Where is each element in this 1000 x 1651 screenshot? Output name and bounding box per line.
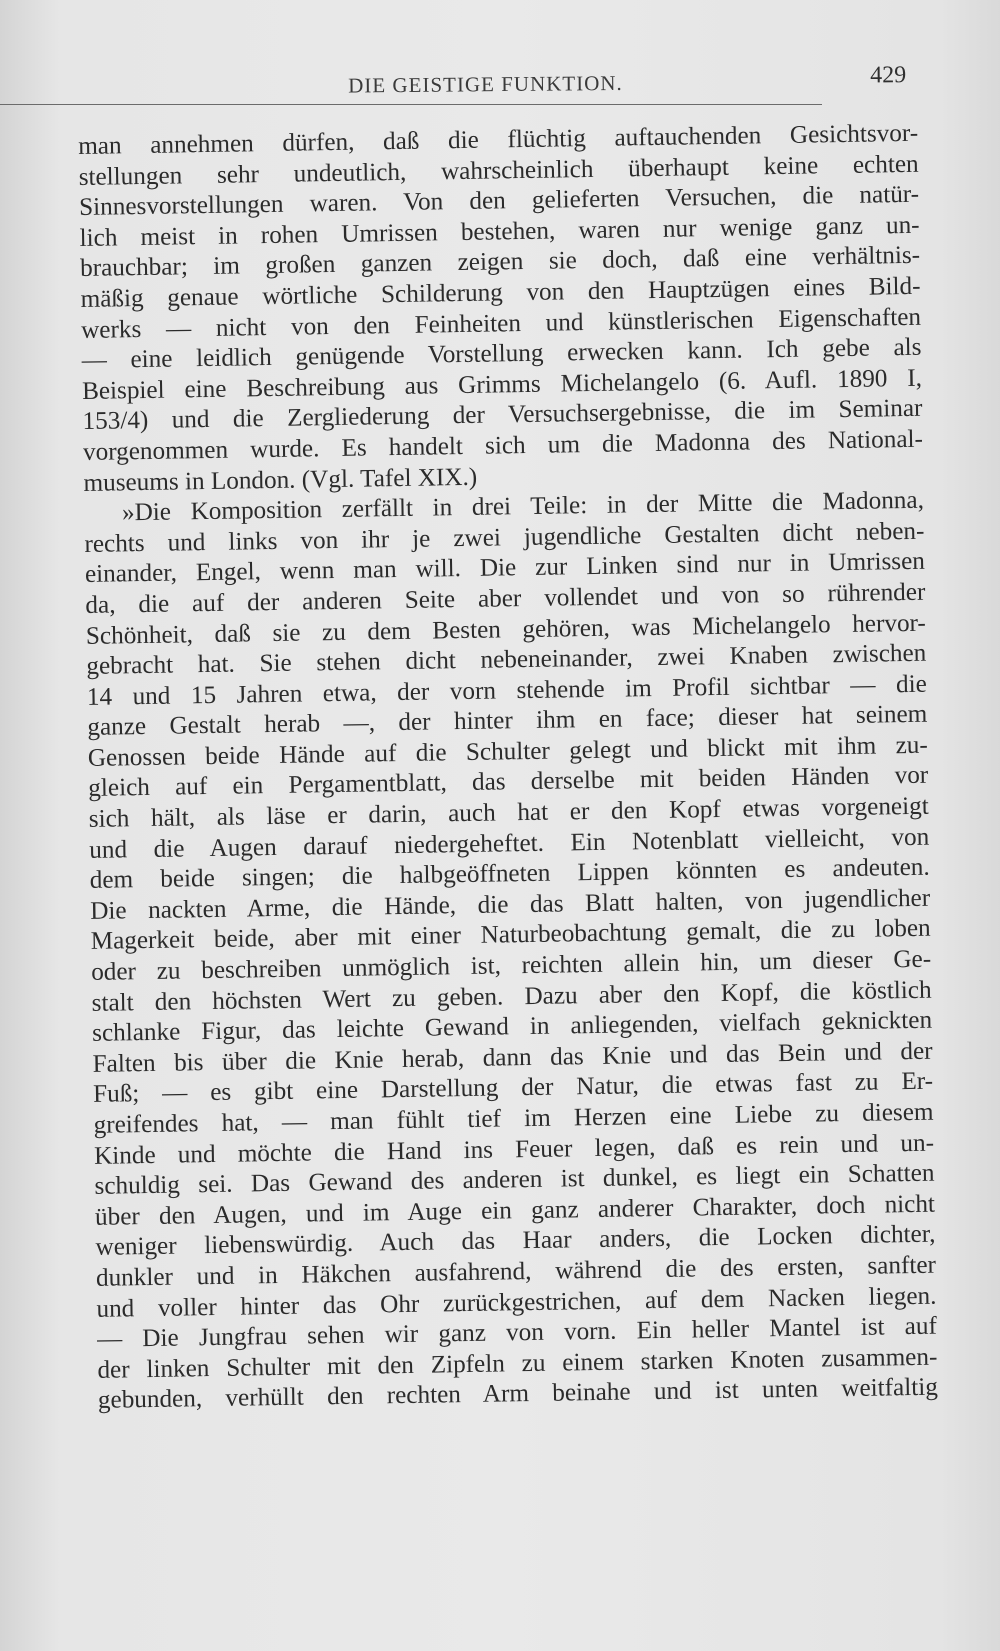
- text-line: Fuß; — es gibt eine Darstellung der Natur, die etwas fast zu Er-: [92, 1068, 934, 1109]
- page-header: [90, 58, 912, 106]
- text-line: Kinde und möchte die Hand ins Feuer legen, daß es rein und un-: [93, 1129, 935, 1170]
- text-line: — Die Jungfrau sehen wir ganz von vorn. Ein heller Mantel ist auf: [96, 1312, 938, 1354]
- text-line: sich hält, als läse er darin, auch hat er den Kopf etwas vorgeneigt: [88, 792, 929, 833]
- text-line: museums in London. (Vgl. Tafel XIX.): [83, 463, 478, 497]
- text-line: gleich auf ein Pergamentblatt, das derselbe mit beiden Händen vor: [88, 762, 929, 803]
- text-line: schuldig sei. Das Gewand des anderen ist dunkel, es liegt ein Schatten: [94, 1159, 935, 1201]
- text-line: da, die auf der anderen Seite aber vollendet und von so rührender: [85, 578, 926, 619]
- text-line: rechts und links von ihr je zwei jugendliche Gestalten dicht neben-: [84, 517, 925, 558]
- text-line: Beispiel eine Beschreibung aus Grimms Michelangelo (6. Aufl. 1890 I,: [81, 364, 923, 405]
- text-line: Magerkeit beide, aber mit einer Naturbeobachtung gemalt, die zu loben: [90, 915, 931, 956]
- text-line: stellungen sehr undeutlich, wahrscheinlich überhaupt keine echten: [78, 150, 919, 191]
- text-line: Falten bis über die Knie herab, dann das Knie und das Bein und der: [92, 1037, 933, 1078]
- text-line: Sinnesvorstellungen waren. Von den gelieferten Versuchen, die natür-: [78, 180, 920, 222]
- running-title: DIE GEISTIGE FUNKTION.: [348, 70, 623, 98]
- text-line: und voller hinter das Ohr zurückgestrichen, auf dem Nacken liegen.: [96, 1282, 937, 1323]
- text-line: Schönheit, daß sie zu dem Besten gehören, was Michelangelo hervor-: [85, 609, 927, 650]
- text-line: »Die Komposition zerfällt in drei Teile: in der Mitte die Madonna,: [121, 486, 925, 527]
- text-line: Genossen beide Hände auf die Schulter gelegt und blickt mit ihm zu-: [87, 731, 928, 772]
- text-line: und die Augen darauf niedergeheftet. Ein Notenblatt vielleicht, von: [89, 823, 930, 864]
- text-line: lich meist in rohen Umrissen bestehen, waren nur wenige ganz un-: [79, 211, 920, 252]
- text-line: dem beide singen; die halbgeöffneten Lippen könnten es andeuten.: [89, 853, 930, 895]
- text-line: greifendes hat, — man fühlt tief im Herzen eine Liebe zu diesem: [93, 1098, 934, 1139]
- text-line: einander, Engel, wenn man will. Die zur Linken sind nur in Umrissen: [84, 548, 926, 589]
- text-line: mäßig genaue wörtliche Schilderung von den Hauptzügen eines Bild-: [80, 272, 921, 313]
- text-line: schlanke Figur, das leichte Gewand in anliegenden, vielfach geknickten: [91, 1006, 933, 1048]
- text-line: brauchbar; im großen ganzen zeigen sie doch, daß eine verhältnis-: [79, 242, 921, 283]
- text-line: stalt den höchsten Wert zu geben. Dazu aber den Kopf, die köstlich: [91, 976, 932, 1017]
- header-rule: [0, 104, 822, 105]
- text-line: dunkler und in Häkchen ausfahrend, während die des ersten, sanfter: [95, 1251, 937, 1292]
- text-line: 153/4) und die Zergliederung der Versuchsergebnisse, die im Seminar: [82, 395, 923, 436]
- text-line: Die nackten Arme, die Hände, die das Blatt halten, von jugendlicher: [90, 884, 931, 925]
- text-line: — eine leidlich genügende Vorstellung erwecken kann. Ich gebe als: [81, 333, 922, 375]
- page-number: 429: [870, 62, 907, 89]
- text-line: ganze Gestalt herab —, der hinter ihm en face; dieser hat seinem: [87, 701, 928, 742]
- text-line: man annehmen dürfen, daß die flüchtig auftauchenden Gesichtsvor-: [78, 119, 919, 160]
- text-line: 14 und 15 Jahren etwa, der vorn stehende im Profil sichtbar — die: [86, 670, 927, 711]
- text-line: werks — nicht von den Feinheiten und künstlerischen Eigenschaften: [80, 303, 922, 344]
- text-line: der linken Schulter mit den Zipfeln zu einem starken Knoten zusammen-: [97, 1343, 938, 1384]
- text-line: vorgenommen wurde. Es handelt sich um die Madonna des National-: [82, 425, 924, 466]
- text-line: gebracht hat. Sie stehen dicht nebeneinander, zwei Knaben zwischen: [86, 639, 927, 681]
- text-line: weniger liebenswürdig. Auch das Haar anders, die Locken dichter,: [95, 1221, 936, 1262]
- body-text: [78, 119, 938, 1417]
- text-line: oder zu beschreiben unmöglich ist, reichten allein hin, um dieser Ge-: [90, 945, 932, 986]
- text-line: über den Augen, und im Auge ein ganz anderer Charakter, doch nicht: [94, 1190, 936, 1231]
- text-line: gebunden, verhüllt den rechten Arm beinahe und ist unten weitfaltig: [97, 1373, 939, 1415]
